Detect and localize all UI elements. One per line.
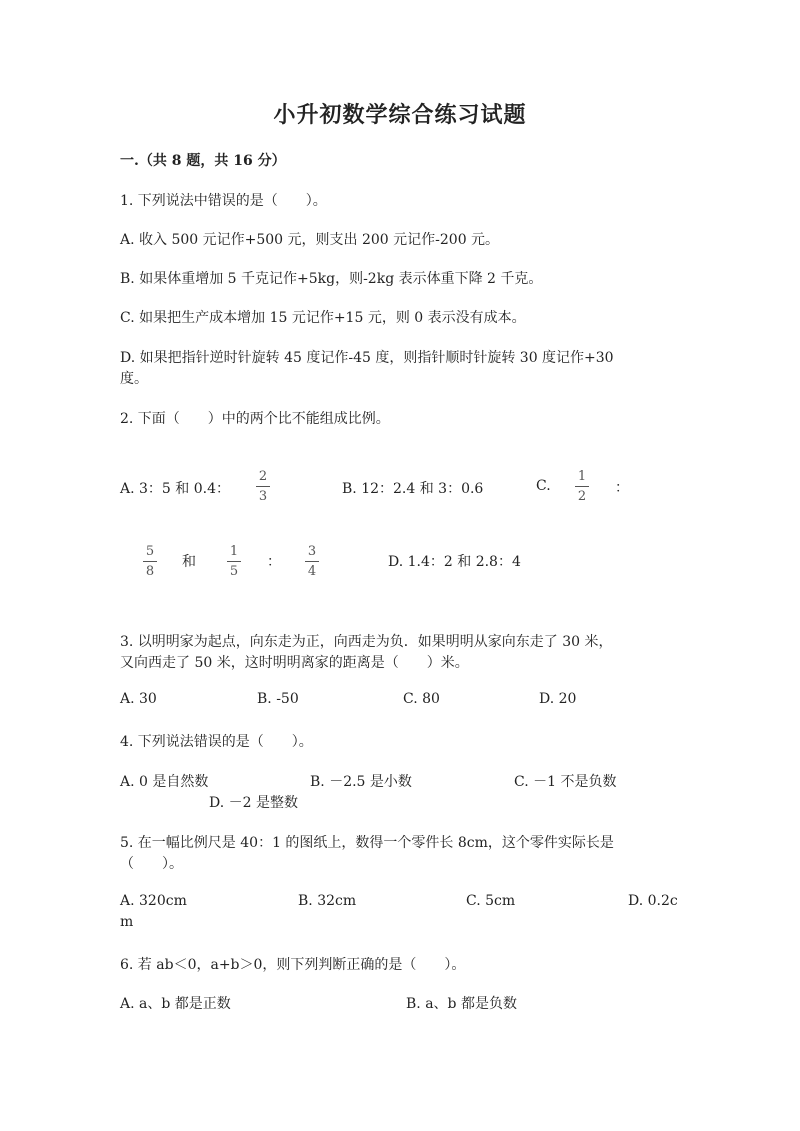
question-2-option-a: A. 3：5 和 0.4：	[120, 481, 230, 497]
question-3-option-b: B. -50	[257, 691, 299, 707]
question-2-option-c-label: C.	[536, 478, 551, 494]
fraction-numerator: 1	[229, 544, 239, 559]
question-4-option-a: A. 0 是自然数	[120, 774, 209, 790]
fraction-1-5	[227, 545, 241, 578]
fraction-denominator: 3	[258, 489, 268, 504]
fraction-denominator: 2	[577, 489, 587, 504]
question-1-option-c: C. 如果把生产成本增加 15 元记作+15 元，则 0 表示没有成本。	[120, 310, 526, 326]
question-2-option-b: B. 12：2.4 和 3：0.6	[342, 481, 484, 497]
fraction-5-8	[143, 545, 157, 578]
question-5-stem-line2: （ ）。	[120, 856, 183, 872]
question-3-stem-line1: 3. 以明明家为起点，向东走为正，向西走为负．如果明明从家向东走了 30 米，	[120, 634, 613, 650]
section-heading: 一.（共 8 题，共 16 分）	[120, 153, 286, 169]
and-text: 和	[182, 554, 196, 570]
question-1-option-b: B. 如果体重增加 5 千克记作+5kg，则-2kg 表示体重下降 2 千克。	[120, 271, 543, 287]
question-6-option-b: B. a、b 都是负数	[406, 996, 517, 1012]
question-5-option-b: B. 32cm	[298, 893, 357, 909]
page-title: 小升初数学综合练习试题	[273, 102, 527, 128]
question-6-stem: 6. 若 ab＜0，a+b＞0，则下列判断正确的是（ ）。	[120, 957, 466, 973]
question-3-option-c: C. 80	[403, 691, 440, 707]
question-1-option-d-line1: D. 如果把指针逆时针旋转 45 度记作-45 度，则指针顺时针旋转 30 度记作+30	[120, 350, 614, 366]
fraction-denominator: 4	[307, 564, 317, 579]
question-5-option-a: A. 320cm	[120, 893, 187, 909]
fraction-numerator: 5	[145, 544, 155, 559]
question-4-option-d: D. －2 是整数	[209, 795, 298, 811]
question-2-stem: 2. 下面（ ）中的两个比不能组成比例。	[120, 411, 390, 427]
fraction-2-3	[256, 470, 270, 503]
question-4-stem: 4. 下列说法错误的是（ ）。	[120, 734, 313, 750]
question-5-option-c: C. 5cm	[466, 893, 516, 909]
question-5-option-d-line1: D. 0.2c	[628, 893, 678, 909]
question-1-stem: 1. 下列说法中错误的是（ ）。	[120, 193, 327, 209]
fraction-denominator: 8	[145, 564, 155, 579]
question-6-option-a: A. a、b 都是正数	[120, 996, 231, 1012]
question-5-option-d-line2: m	[120, 914, 134, 930]
question-2-option-d: D. 1.4：2 和 2.8：4	[388, 554, 521, 570]
fraction-numerator: 2	[258, 469, 268, 484]
question-4-option-c: C. －1 不是负数	[514, 774, 617, 790]
question-3-option-a: A. 30	[120, 691, 157, 707]
ratio-colon: ：	[615, 480, 629, 496]
question-1-option-d-line2: 度。	[120, 371, 148, 387]
ratio-colon: ：	[267, 554, 281, 570]
question-4-option-b: B. －2.5 是小数	[310, 774, 412, 790]
fraction-numerator: 3	[307, 544, 317, 559]
question-1-option-a: A. 收入 500 元记作+500 元，则支出 200 元记作-200 元。	[120, 232, 500, 248]
question-3-option-d: D. 20	[539, 691, 577, 707]
fraction-numerator: 1	[577, 469, 587, 484]
fraction-3-4	[305, 545, 319, 578]
question-3-stem-line2: 又向西走了 50 米，这时明明离家的距离是（ ）米。	[120, 655, 469, 671]
question-5-stem-line1: 5. 在一幅比例尺是 40：1 的图纸上，数得一个零件长 8cm，这个零件实际长是	[120, 835, 614, 851]
fraction-1-2	[575, 470, 589, 503]
fraction-denominator: 5	[229, 564, 239, 579]
